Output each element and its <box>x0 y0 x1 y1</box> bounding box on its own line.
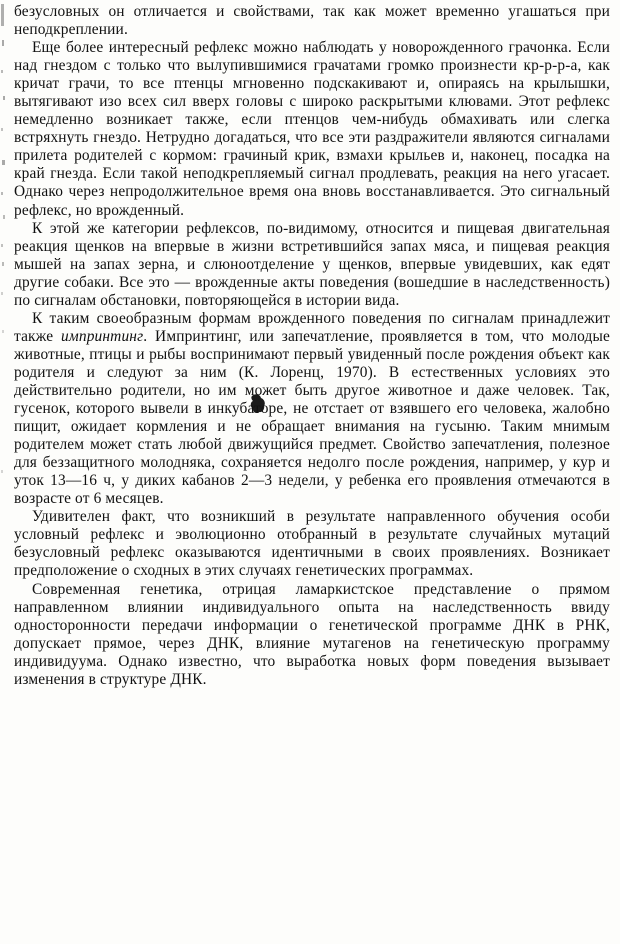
paragraph-text: безусловных он отличается и свойствами, так как может временно угашаться при неподкреплении. <box>14 3 610 39</box>
paragraph <box>14 39 610 219</box>
paragraph <box>14 508 610 580</box>
paragraph <box>14 581 610 689</box>
body-text <box>14 3 610 689</box>
paragraph-text: К таким своеобразным формам врожденного поведения по сигналам принадлежит также <box>14 309 610 345</box>
paragraph <box>14 310 610 509</box>
paragraph <box>14 220 610 310</box>
paragraph-text: К этой же категории рефлексов, по-видимому, относится и пищевая двигательная реакция щенков на впервые в жизни встретившийся запах мяса, и пищевая реакция мышей на запах зерна, и слюноотделение у щенков, впервые увидевших, как едят другие собаки. Все это — врожденные акты поведения (вошедшие в наследственность) по сигналам обстановки, повторяющейся в истории вида. <box>14 219 610 309</box>
paragraph-text: Современная генетика, отрицая ламаркистское представление о прямом направленном влиянии индивидуального опыта на наследственность ввиду односторонности передачи информации о генетической программе ДНК в РНК, допускает прямое, через ДНК, влияние мутагенов на генетическую программу индивидуума. Однако известно, что выработка новых форм поведения вызывает изменения в структуре ДНК. <box>14 580 610 688</box>
paragraph-text: Еще более интересный рефлекс можно наблюдать у новорожденного грачонка. Если над гнездом с только что вылупившимися грачатами громко произнести кр-р-р-а, как кричат грачи, то все птенцы мгновенно подскакивают и, опираясь на крылышки, вытягивают изо всех сил вверх головы с широко раскрытыми клювами. Этот рефлекс немедленно возникает также, если птенцов чем-нибудь обмахивать или слегка встряхнуть гнездо. Нетрудно догадаться, что все эти раздражители являются сигналами прилета родителей с кормом: грачиный крик, взмахи крыльев и, наконец, посадка на край гнезда. Если такой неподкрепляемый сигнал продлевать, реакция на него угасает. Однако через непродолжительное время она вновь восстанавливается. Это сигнальный рефлекс, но врожденный. <box>14 39 610 219</box>
scan-gutter-speckle <box>0 0 14 480</box>
italic-term: импринтинг <box>61 327 144 345</box>
paragraph <box>14 3 610 39</box>
paragraph-text: Удивителен факт, что возникший в результате направленного обучения особи условный рефлекс и эволюционно отобранный в результате случайных мутаций безусловный рефлекс оказываются идентичными в своих проявлениях. Возникает предположение о сходных в этих случаях генетических программах. <box>14 508 610 580</box>
paragraph-text: . Импринтинг, или запечатление, проявляется в том, что молодые животные, птицы и рыбы воспринимают первый увиденный после рождения объект как родителя и следуют за ним (К. Лоренц, 1970). В естественных условиях это действительно родители, но им может быть другое животное и даже человек. Так, гусенок, которого вывели в инкубаторе, не отстает от взявшего его человека, жалобно пищит, ожидает кормления и не обращает внимания на гусыню. Таким мнимым родителем может стать любой движущийся предмет. Свойство запечатления, полезное для беззащитного молодняка, сохраняется недолго после рождения, например, у кур и уток 13—16 ч, у диких кабанов 2—3 недели, у ребенка его проявления отмечаются в возрасте от 6 месяцев. <box>14 327 611 508</box>
